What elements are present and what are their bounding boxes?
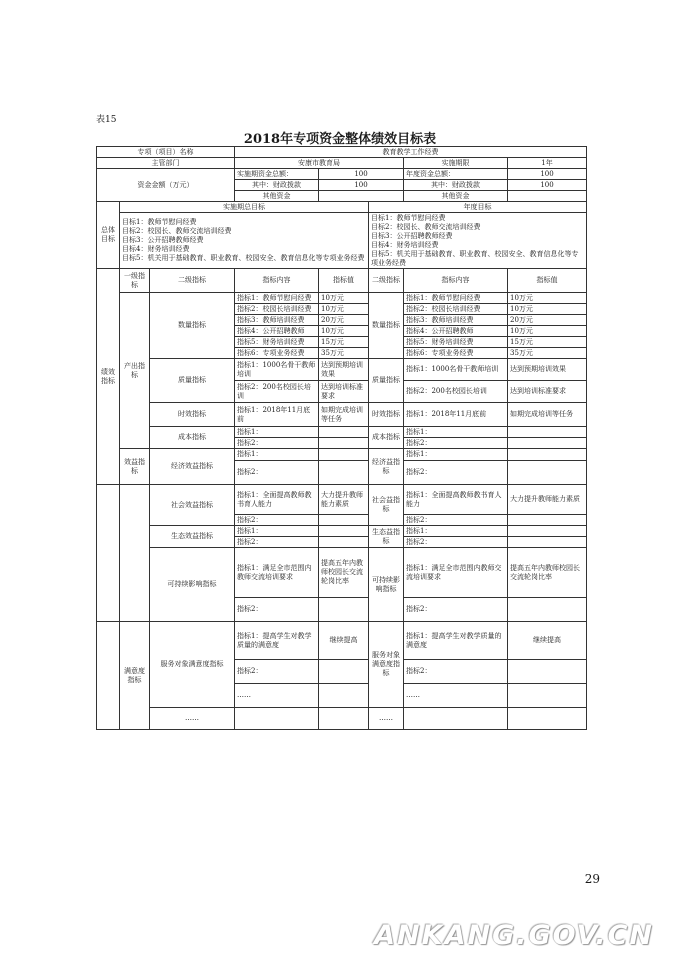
year-quality-label: 质量指标	[369, 359, 404, 403]
year-col-content: 指标内容	[404, 269, 508, 293]
list-item: 指标1：2018年11月底前	[404, 403, 508, 427]
list-item: 指标2：	[235, 537, 319, 548]
period-goal-header: 实施期总目标	[120, 202, 369, 213]
list-item: ……	[235, 684, 319, 708]
total-label: 实施期资金总额：	[235, 169, 319, 180]
col-level1: 一级指标	[120, 269, 150, 293]
year-eco-label: 生态益指标	[369, 526, 404, 548]
watermark: ANKANG.GOV.CN	[374, 920, 654, 951]
other-label: 其他资金	[235, 191, 319, 202]
period-value: 1年	[508, 158, 587, 169]
list-item: 指标2：校园长培训经费	[235, 304, 319, 315]
list-item: 10万元	[319, 326, 369, 337]
output-label: 产出指标	[120, 293, 150, 449]
page-number: 29	[584, 872, 600, 886]
list-item: 指标1：教师节慰问经费	[404, 293, 508, 304]
list-item: 指标2：	[404, 515, 508, 526]
quality-label: 质量指标	[150, 359, 235, 403]
year-total-value: 100	[508, 169, 587, 180]
list-item: 大力提升教师能力素质	[508, 485, 587, 515]
funds-label: 资金金额（万元）	[97, 169, 235, 202]
overall-goal-label: 总体目标	[97, 202, 120, 269]
list-item: 10万元	[508, 293, 587, 304]
year-fiscal-value: 100	[508, 180, 587, 191]
year-service-label: 服务对象满意度指标	[369, 622, 404, 708]
quantity-label: 数量指标	[150, 293, 235, 359]
list-item: 指标2：200名校园长培训	[235, 381, 319, 403]
list-item: 提高五年内教师校园长交流轮岗比率	[319, 548, 369, 598]
dept-label: 主管部门	[97, 158, 235, 169]
year-fiscal-label: 其中：财政拨款	[404, 180, 508, 191]
dept-value: 安康市教育局	[235, 158, 404, 169]
list-item: 指标1：	[404, 427, 508, 438]
list-item: 指标2：	[404, 598, 508, 622]
list-item: 指标2：200名校园长培训	[404, 381, 508, 403]
year-other-label: 其他资金	[404, 191, 508, 202]
year-col-value: 指标值	[508, 269, 587, 293]
list-item: 提高五年内教师校园长交流轮岗比率	[508, 548, 587, 598]
list-item: 指标1：1000名骨干教师培训	[235, 359, 319, 381]
benefit-label: 效益指标	[120, 449, 150, 485]
list-item: 35万元	[319, 348, 369, 359]
satisfaction-label: 满意度指标	[120, 622, 150, 730]
list-item: 指标1：全面提高教师教书育人能力	[404, 485, 508, 515]
list-item: 指标4：公开招聘教师	[404, 326, 508, 337]
total-value: 100	[319, 169, 404, 180]
cost-label: 成本指标	[150, 427, 235, 449]
year-goal-header: 年度目标	[369, 202, 587, 213]
economic-label: 经济效益指标	[150, 449, 235, 485]
sustain-label: 可持续影响指标	[150, 548, 235, 622]
fiscal-label: 其中：财政拨款	[235, 180, 319, 191]
col-content: 指标内容	[235, 269, 319, 293]
list-item: 达到培训标准要求	[508, 381, 587, 403]
list-item: 指标2：	[404, 537, 508, 548]
list-item: 15万元	[319, 337, 369, 348]
list-item: 指标1：提高学生对教学质量的满意度	[404, 622, 508, 660]
eco-label: 生态效益指标	[150, 526, 235, 548]
performance-table	[96, 146, 587, 730]
time-label: 时效指标	[150, 403, 235, 427]
list-item: 指标1：提高学生对教学质量的满意度	[235, 622, 319, 660]
period-goals: 目标1：教师节慰问经费 目标2：校园长、教师交流培训经费 目标3：公开招聘教师经费 目标4：财务培训经费 目标5：机关用于基础教育、职业教育、校园安全、教育信息化等专项业务经费	[120, 213, 369, 269]
list-item: 指标2：	[404, 461, 508, 485]
list-item: 指标1：	[404, 449, 508, 461]
list-item: 指标2：	[235, 598, 319, 622]
list-item: 35万元	[508, 348, 587, 359]
list-item: 继续提高	[319, 622, 369, 660]
project-row	[97, 147, 587, 158]
list-item: 指标1：满足全市范围内教师交流培训要求	[404, 548, 508, 598]
col-level2: 二级指标	[150, 269, 235, 293]
list-item: 指标1：教师节慰问经费	[235, 293, 319, 304]
year-total-label: 年度资金总额：	[404, 169, 508, 180]
list-item: 继续提高	[508, 622, 587, 660]
year-col-level2: 二级指标	[369, 269, 404, 293]
list-item: 指标2：	[404, 438, 508, 449]
list-item: 指标1：	[235, 526, 319, 537]
list-item: 大力提升教师能力素质	[319, 485, 369, 515]
list-item: 达到培训标准要求	[319, 381, 369, 403]
project-label: 专项（项目）名称	[97, 147, 235, 158]
list-item: 指标1：	[404, 526, 508, 537]
list-item: 指标1：1000名骨干教师培训	[404, 359, 508, 381]
project-value: 教育教学工作经费	[235, 147, 587, 158]
list-item: ……	[404, 684, 508, 708]
page-title: 2018年专项资金整体绩效目标表	[243, 132, 437, 147]
list-item: 指标6：专项业务经费	[235, 348, 319, 359]
list-item: 如期完成培训等任务	[508, 403, 587, 427]
list-item: 指标2：	[235, 515, 319, 526]
list-item: ……	[369, 708, 404, 730]
col-value: 指标值	[319, 269, 369, 293]
list-item: 指标1：2018年11月底前	[235, 403, 319, 427]
list-item: 10万元	[508, 304, 587, 315]
list-item: 指标1：	[235, 427, 319, 438]
list-item: 指标1：满足全市范围内教师交流培训要求	[235, 548, 319, 598]
list-item: 指标2：	[404, 660, 508, 684]
year-economic-label: 经济益指标	[369, 449, 404, 485]
list-item: 指标2：	[235, 461, 319, 485]
list-item: ……	[150, 708, 235, 730]
list-item: 指标3：教师培训经费	[404, 315, 508, 326]
social-label: 社会效益指标	[150, 485, 235, 526]
list-item: 指标1：	[235, 449, 319, 461]
year-time-label: 时效指标	[369, 403, 404, 427]
list-item: 如期完成培训等任务	[319, 403, 369, 427]
list-item: 20万元	[508, 315, 587, 326]
list-item: 达到预期培训效果	[319, 359, 369, 381]
list-item: 指标1：全面提高教师教书育人能力	[235, 485, 319, 515]
year-social-label: 社会益指标	[369, 485, 404, 526]
fiscal-value: 100	[319, 180, 404, 191]
list-item: 指标6：专项业务经费	[404, 348, 508, 359]
dept-row	[97, 158, 587, 169]
list-item: 10万元	[508, 326, 587, 337]
year-quantity-label: 数量指标	[369, 293, 404, 359]
list-item: 达到预期培训效果	[508, 359, 587, 381]
list-item: 指标4：公开招聘教师	[235, 326, 319, 337]
list-item: 指标2：校园长培训经费	[404, 304, 508, 315]
indicator-header-row	[97, 269, 587, 293]
list-item: 指标2：	[235, 660, 319, 684]
perf-label: 绩效指标	[97, 269, 120, 485]
list-item: 指标5：财务培训经费	[235, 337, 319, 348]
list-item: 指标2：	[235, 438, 319, 449]
period-label: 实施期限	[404, 158, 508, 169]
list-item: 15万元	[508, 337, 587, 348]
year-cost-label: 成本指标	[369, 427, 404, 449]
list-item: 10万元	[319, 304, 369, 315]
table-label: 表15	[96, 115, 117, 125]
service-label: 服务对象满意度指标	[150, 622, 235, 708]
year-sustain-label: 可持续影响指标	[369, 548, 404, 622]
list-item: 10万元	[319, 293, 369, 304]
year-goals: 目标1：教师节慰问经费 目标2：校园长、教师交流培训经费 目标3：公开招聘教师经费 目标4：财务培训经费 目标5：机关用于基础教育、职业教育、校园安全、教育信息化等专项业务经费	[369, 213, 587, 269]
list-item: 指标3：教师培训经费	[235, 315, 319, 326]
list-item: 指标5：财务培训经费	[404, 337, 508, 348]
list-item: 20万元	[319, 315, 369, 326]
